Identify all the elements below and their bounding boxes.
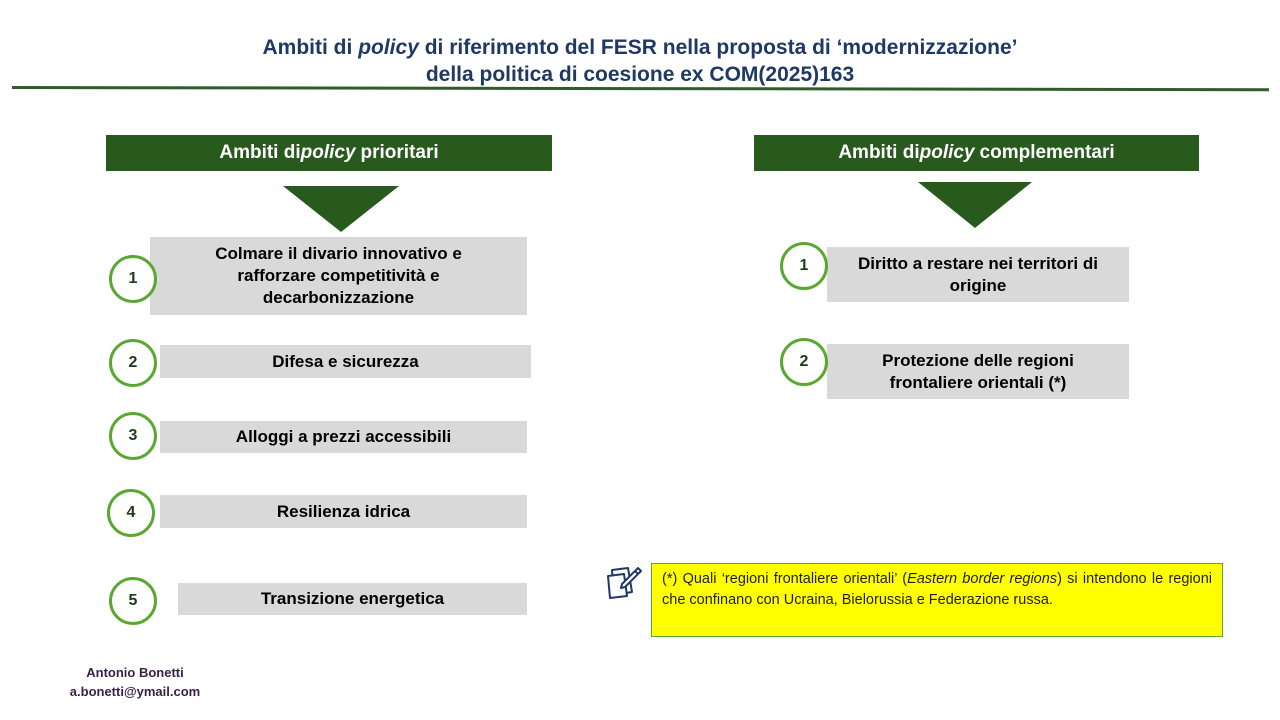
- complementari-item-1: Diritto a restare nei territori di origine: [827, 247, 1129, 302]
- prioritari-header: Ambiti di policy prioritari: [106, 135, 552, 171]
- page-title: [200, 34, 1080, 88]
- prioritari-item-3: Alloggi a prezzi accessibili: [160, 421, 527, 453]
- complementari-number-1: 1: [780, 242, 828, 290]
- author-name: Antonio Bonetti: [86, 665, 184, 680]
- complementari-down-arrow-icon: [918, 182, 1032, 228]
- complementari-number-2: 2: [780, 338, 828, 386]
- complementari-header: Ambiti di policy complementari: [754, 135, 1199, 171]
- prioritari-down-arrow-icon: [283, 186, 399, 232]
- prioritari-item-1: Colmare il divario innovativo e rafforzare competitività e decarbonizzazione: [150, 237, 527, 315]
- prioritari-item-5: Transizione energetica: [178, 583, 527, 615]
- title-divider: [12, 86, 1269, 91]
- prioritari-number-3: 3: [109, 412, 157, 460]
- note-pencil-icon: [604, 562, 644, 600]
- author-credit: [50, 663, 220, 701]
- prioritari-number-1: 1: [109, 255, 157, 303]
- prioritari-number-5: 5: [109, 577, 157, 625]
- author-email: a.bonetti@ymail.com: [69, 684, 201, 699]
- footnote-box: (*) Quali ‘regioni frontaliere orientali’ (Eastern border regions) si intendono le regioni che confinano con Ucraina, Bielorussia e Federazione russa.: [651, 563, 1223, 637]
- title-line-2: della politica di coesione ex COM(2025)163: [425, 63, 855, 86]
- title-line-1: Ambiti di policy di riferimento del FESR nella proposta di ‘modernizzazione’: [262, 36, 1018, 59]
- prioritari-number-2: 2: [109, 339, 157, 387]
- prioritari-item-2: Difesa e sicurezza: [160, 345, 531, 378]
- prioritari-item-4: Resilienza idrica: [160, 495, 527, 528]
- prioritari-number-4: 4: [107, 489, 155, 537]
- complementari-item-2: Protezione delle regioni frontaliere orientali (*): [827, 344, 1129, 399]
